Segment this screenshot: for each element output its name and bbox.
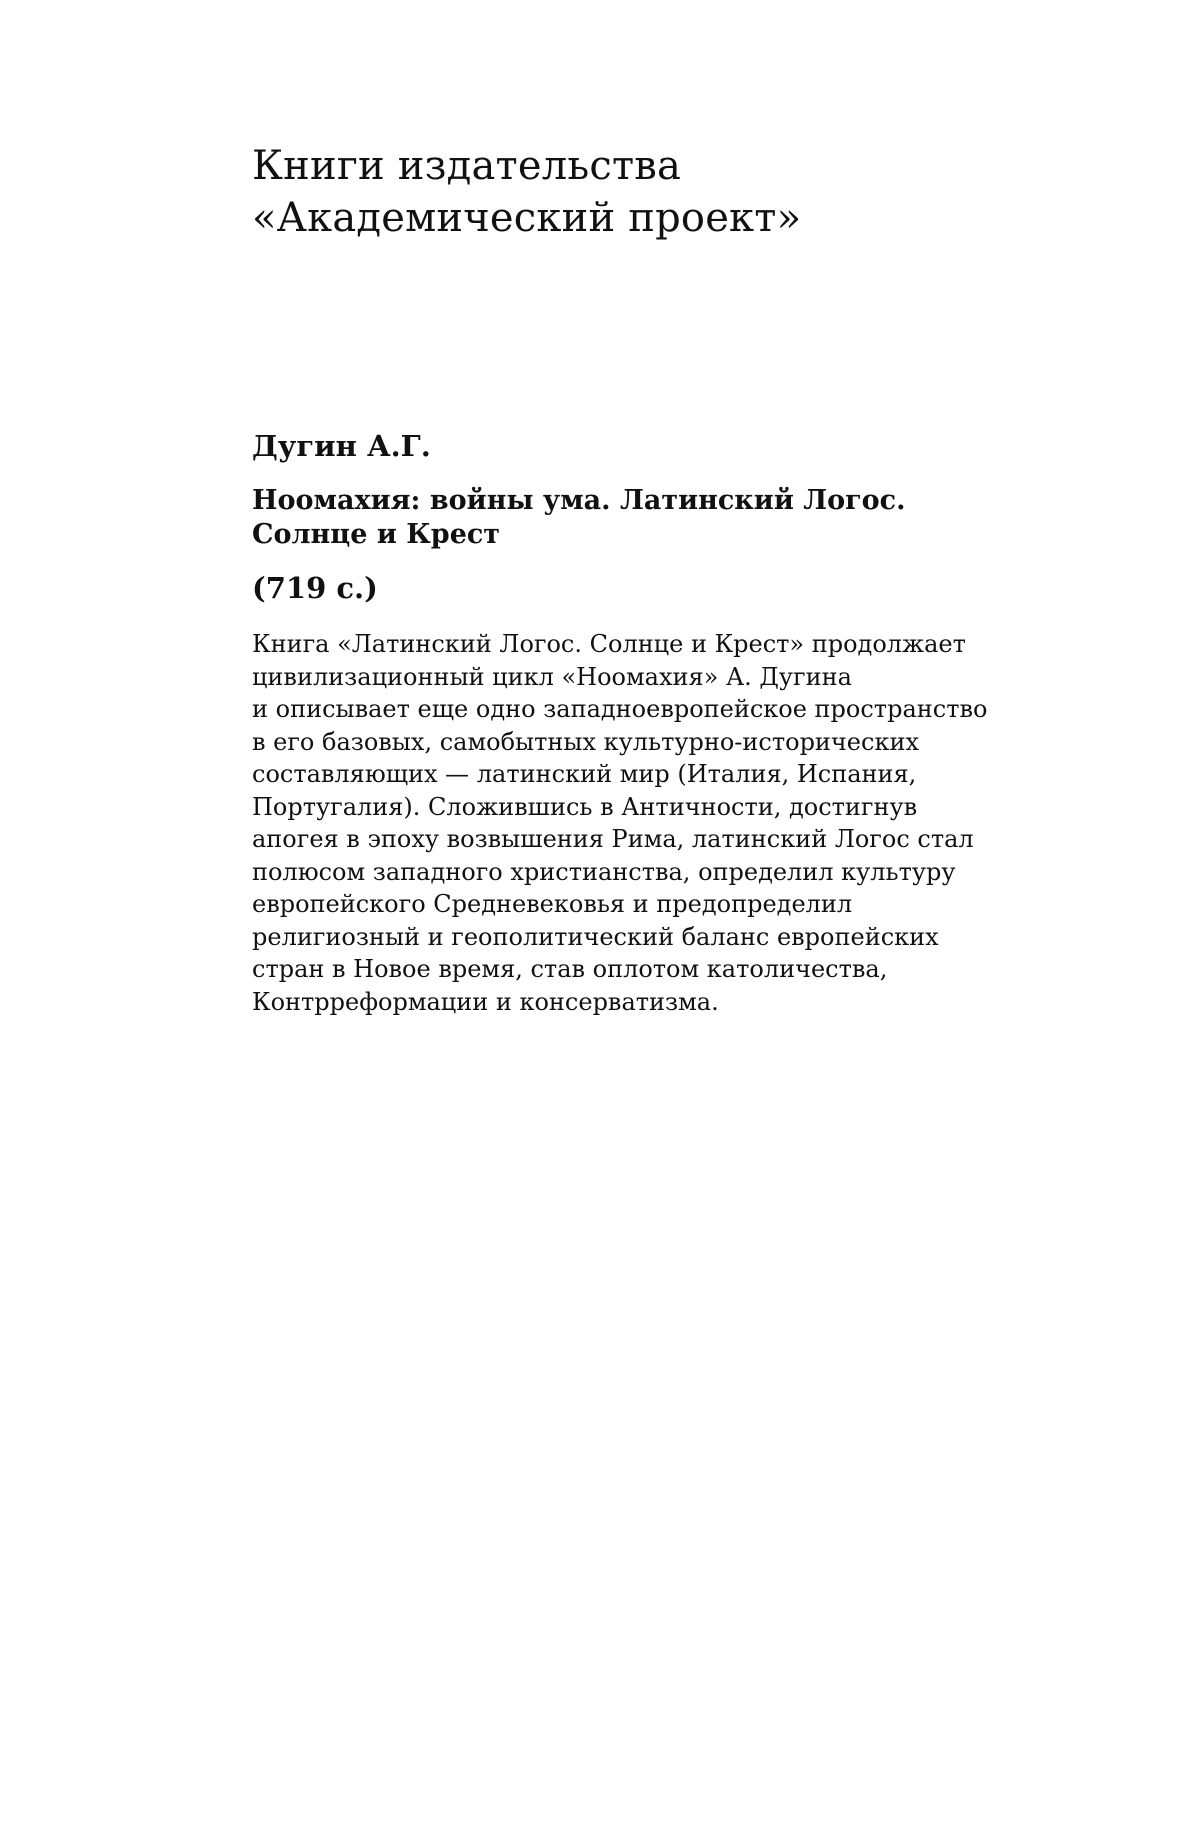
description-line: европейского Средневековья и предопределил — [252, 890, 853, 918]
book-entry — [252, 428, 1032, 1018]
description-line: апогея в эпоху возвышения Рима, латинский Логос стал — [252, 825, 974, 853]
book-title-line: Ноомахия: войны ума. Латинский Логос. — [252, 485, 906, 516]
heading-line: Книги издательства — [252, 143, 682, 189]
description-line: стран в Новое время, став оплотом католичества, — [252, 955, 888, 983]
book-description — [252, 628, 1032, 1018]
heading-line: «Академический проект» — [252, 195, 802, 241]
description-line: цивилизационный цикл «Ноомахия» А. Дугина — [252, 662, 852, 691]
publisher-heading — [252, 140, 1032, 244]
book-title-line: Солнце и Крест — [252, 519, 501, 550]
book-title — [252, 484, 1032, 552]
description-line: Португалия). Сложившись в Античности, достигнув — [252, 792, 918, 821]
description-line: в его базовых, самобытных культурно-исторических — [252, 727, 919, 756]
book-author: Дугин А.Г. — [252, 429, 431, 463]
description-line: Книга «Латинский Логос. Солнце и Крест» продолжает — [252, 630, 966, 658]
description-line: Контрреформации и консерватизма. — [252, 987, 719, 1016]
description-line: религиозный и геополитический баланс европейских — [252, 922, 939, 951]
page-count: (719 с.) — [252, 571, 378, 605]
description-line: и описывает еще одно западноевропейское пространство — [252, 695, 988, 723]
description-line: составляющих — латинский мир (Италия, Испания, — [252, 760, 917, 788]
description-line: полюсом западного христианства, определил культуру — [252, 857, 956, 886]
